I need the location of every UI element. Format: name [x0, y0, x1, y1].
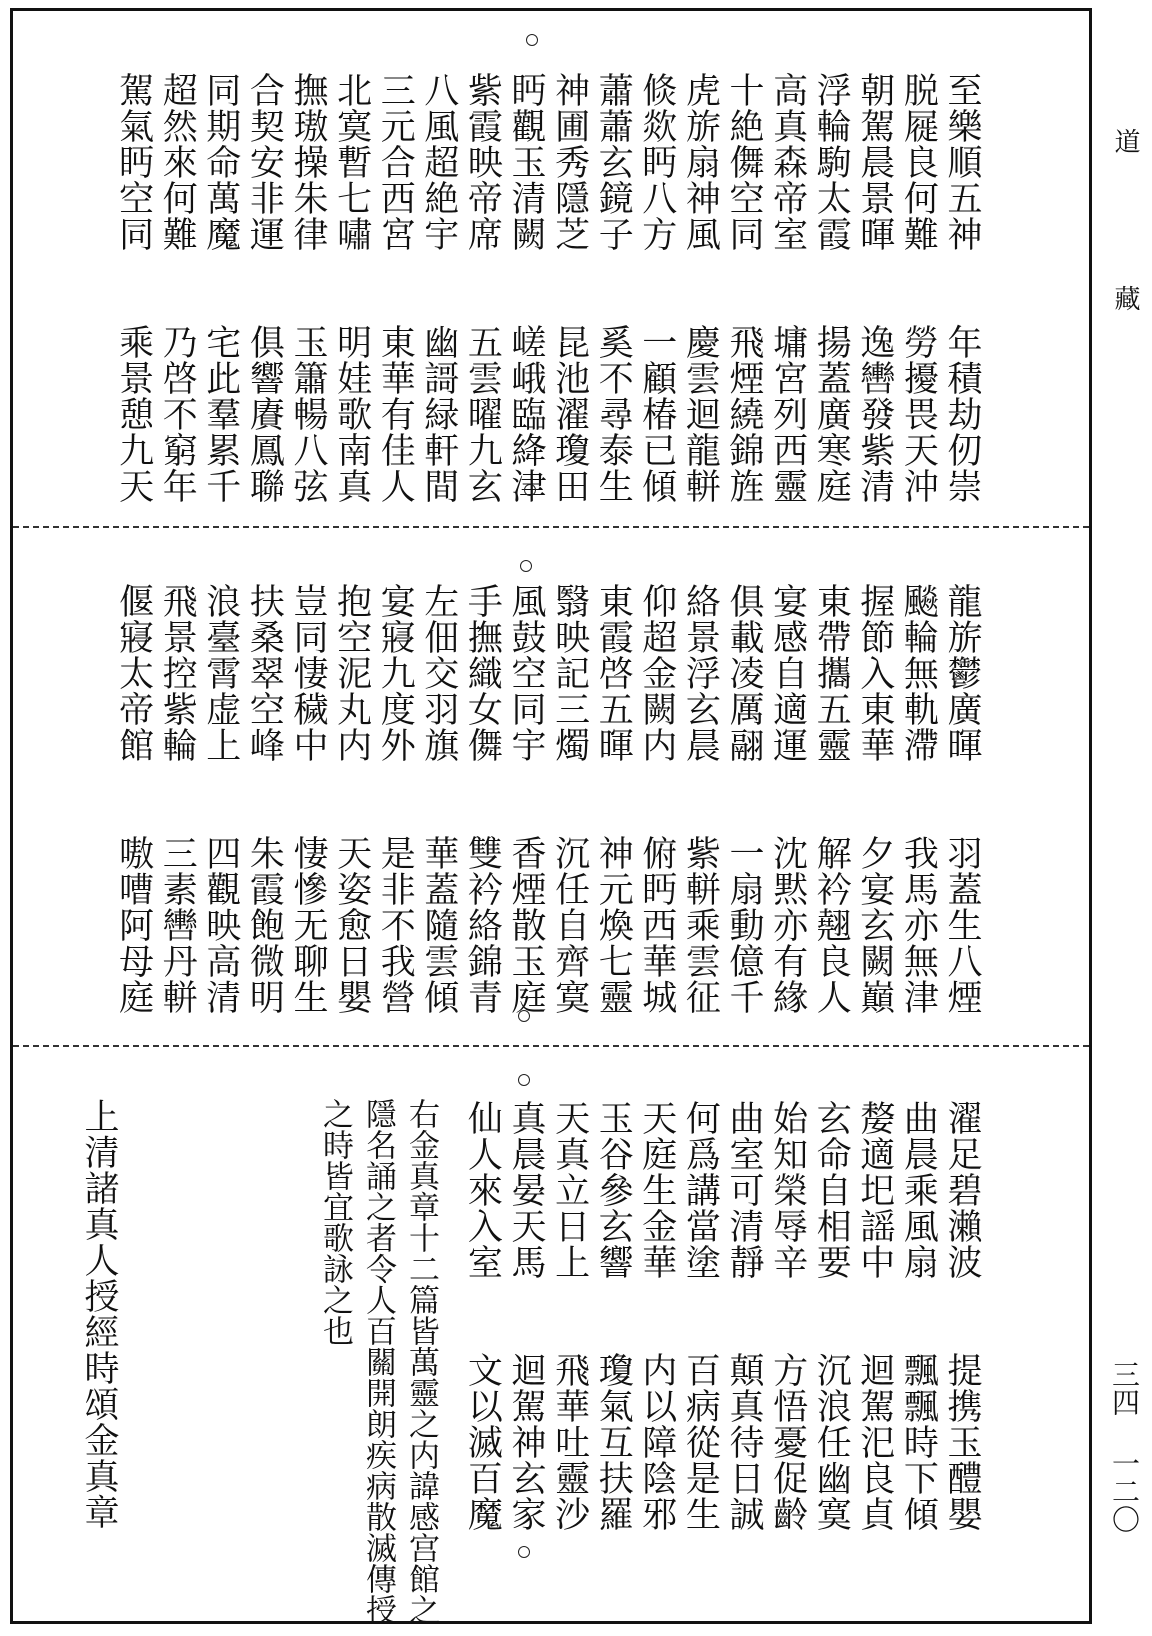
text-column: 東霞啓五暉 神元煥七靈 — [593, 583, 634, 1015]
panel-upper — [13, 22, 1089, 552]
colophon-column: 右金真章十二篇皆萬靈之内諱感宫館之 — [403, 1098, 439, 1625]
text-column: 濯足碧瀨波 提携玉醴嬰 — [942, 1100, 982, 1532]
text-column: 翳映記三燭 沉任自齊寞 — [549, 583, 590, 1015]
colophon-column: 隱名誦之者令人百關開朗疾病散滅傳授 — [360, 1098, 396, 1625]
text-column: 真晨晏天馬 迴駕神玄家 — [506, 1100, 546, 1532]
text-column: 超然來何難 乃啓不窮年 — [157, 72, 198, 504]
text-column: 浪臺霄虚上 四觀映高清 — [200, 583, 241, 1015]
folio-number: 三四 一二〇 — [1108, 1360, 1141, 1533]
text-column: 蕭蕭玄鏡子 奚不尋泰生 — [593, 72, 634, 504]
chapter-title: 上清諸真人授經時頌金真章 — [79, 1098, 119, 1530]
circle-mark — [526, 34, 538, 46]
text-column: 豈同悽穢中 悽慘无聊生 — [288, 583, 328, 1015]
text-column: 扶桑翠空峰 朱霞飽微明 — [244, 583, 285, 1015]
text-column: 三元合西宮 東華有佳人 — [375, 72, 416, 504]
text-column: 宴寢九度外 是非不我營 — [375, 583, 416, 1015]
text-column: 天庭生金華 内以障陰邪 — [636, 1100, 677, 1532]
text-column: 絡景浮玄晨 紫軿乘雲征 — [680, 583, 721, 1015]
text-column: 仰超金闕内 俯眄西華城 — [636, 583, 677, 1015]
text-column: 偃寢太帝館 嗷嘈阿母庭 — [113, 583, 154, 1015]
side-label-zang: 藏 — [1110, 285, 1140, 311]
text-column: 虎旂扇神風 慶雲迴龍軿 — [680, 72, 721, 504]
text-column: 天真立日上 飛華吐靈沙 — [549, 1100, 590, 1532]
panel-middle — [13, 555, 1089, 1085]
text-column: 曲晨乘風扇 飄飄時下傾 — [898, 1100, 939, 1532]
text-column: 撫璈操朱律 玉簫暢八弦 — [288, 72, 328, 504]
text-column: 駕氣眄空同 乘景憩九天 — [113, 72, 154, 504]
text-column: 至樂順五神 年積劫仞崇 — [942, 72, 982, 504]
panel-lower — [13, 1070, 1089, 1625]
side-label-dao: 道 — [1110, 128, 1140, 154]
text-column: 北寞暫七嘯 明娃歌南真 — [331, 72, 372, 504]
circle-mark — [518, 1010, 530, 1022]
text-column: 神圃秀隱芝 昆池濯瓊田 — [549, 72, 590, 504]
text-column: 始知榮辱辛 方悟憂促齡 — [767, 1100, 808, 1532]
circle-mark — [518, 1074, 530, 1086]
text-column: 東帶攜五靈 解衿翹良人 — [811, 583, 852, 1015]
circle-mark — [518, 1546, 530, 1558]
text-column: 朝駕晨景暉 逸轡發紫清 — [854, 72, 895, 504]
text-column: 同期命萬魔 宅此羣累千 — [200, 72, 241, 504]
text-column: 倐欻眄八方 一顧椿已傾 — [636, 72, 677, 504]
text-column: 十絶儛空同 飛煙繞錦旌 — [724, 72, 764, 504]
text-column: 俱載凌厲翮 一扇動億千 — [724, 583, 764, 1015]
text-column: 飈輪無軌滯 我馬亦無津 — [898, 583, 939, 1015]
panel-divider — [13, 526, 1089, 528]
text-column: 飛景控紫輪 三素轡丹軿 — [157, 583, 198, 1015]
text-column: 脱屣良何難 勞擾畏天沖 — [898, 72, 939, 504]
text-column: 抱空泥丸内 天姿愈日嬰 — [331, 583, 372, 1015]
text-column: 握節入東華 夕宴玄闕巔 — [854, 583, 895, 1015]
text-column: 曲室可清靜 顛真待日誠 — [724, 1100, 764, 1532]
text-column: 龍旂鬱廣暉 羽蓋生八煙 — [942, 583, 982, 1015]
circle-mark — [524, 484, 536, 496]
text-column: 宴感自適運 沈黙亦有緣 — [767, 583, 808, 1015]
text-column: 嫠適圯謡中 迴駕汜良貞 — [854, 1100, 895, 1532]
text-column: 浮輪駒太霞 揚蓋廣寒庭 — [811, 72, 852, 504]
text-column: 玄命自相要 沉浪任幽寞 — [811, 1100, 852, 1532]
panel-divider — [13, 1045, 1089, 1047]
text-column: 合契安非運 俱響賡鳳聯 — [244, 72, 285, 504]
text-column: 高真森帝室 墉宮列西靈 — [767, 72, 808, 504]
text-column: 何爲講當塗 百病從是生 — [680, 1100, 721, 1532]
text-column: 左佃交羽旗 華蓋隨雲傾 — [418, 583, 459, 1015]
text-column: 手撫織女儛 雙衿絡錦青 — [462, 583, 503, 1015]
text-column: 紫霞映帝席 五雲曜九玄 — [462, 72, 503, 504]
text-column: 玉谷參玄響 瓊氣互扶羅 — [593, 1100, 634, 1532]
text-column: 眄觀玉清闕 嵯峨臨絳津 — [506, 72, 546, 504]
text-column: 風鼓空同宇 香煙散玉庭 — [506, 583, 546, 1015]
text-column: 仙人來入室 文以滅百魔 — [462, 1100, 503, 1532]
circle-mark — [520, 560, 532, 572]
text-column: 八風超絶宇 幽謌緑軒間 — [418, 72, 459, 504]
colophon-column: 之時皆宜歌詠之也 — [317, 1098, 353, 1346]
